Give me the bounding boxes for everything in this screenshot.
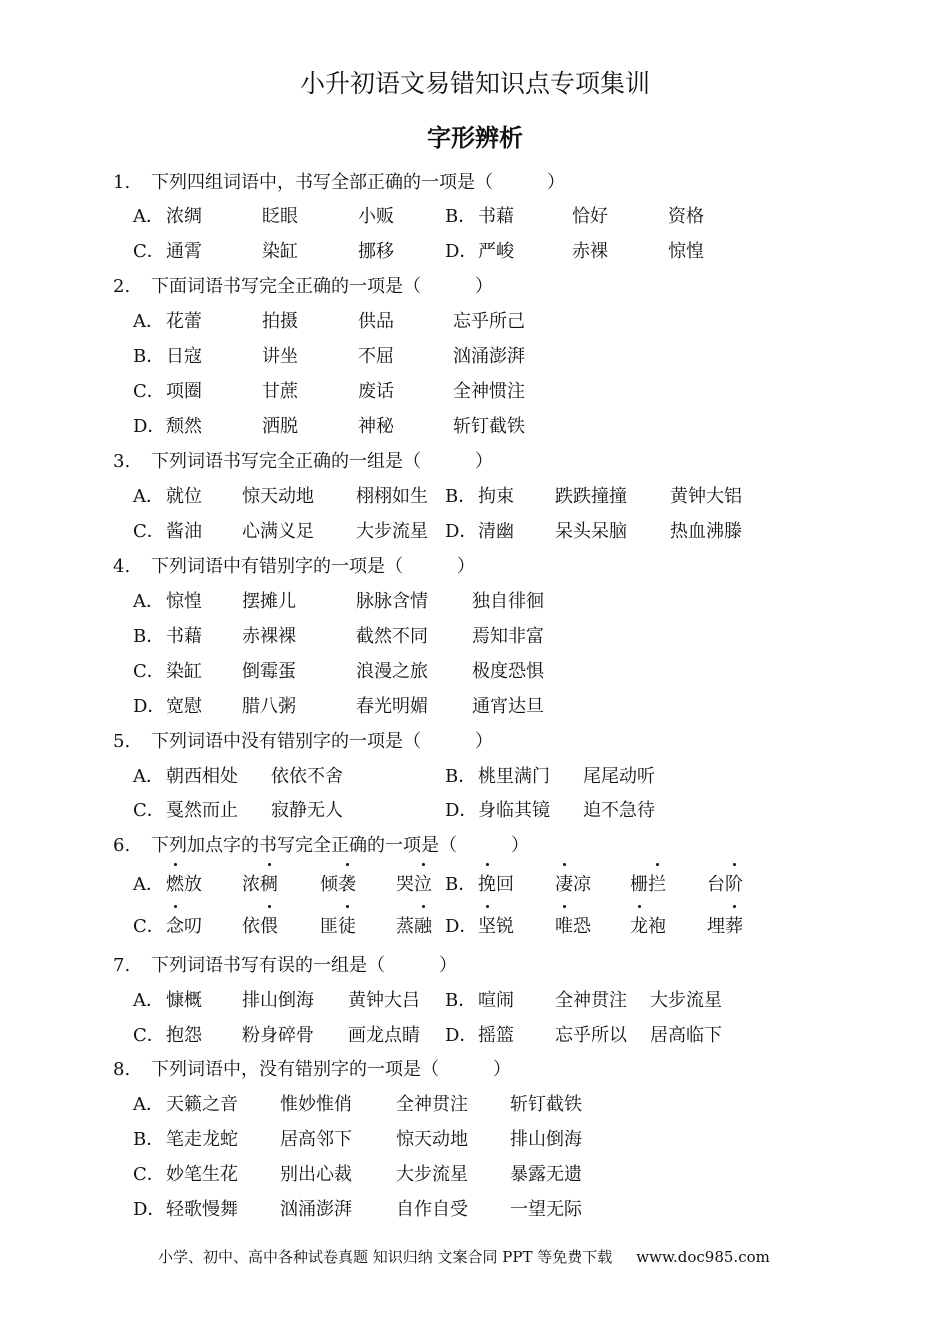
option-word: 忘乎所己 xyxy=(453,311,525,332)
option-word: 摇篮 xyxy=(478,1025,514,1046)
question-3 xyxy=(113,447,493,473)
option-word: 自作自受 xyxy=(396,1199,468,1220)
option-label: C． xyxy=(133,916,165,937)
option-word: 惊天动地 xyxy=(396,1129,468,1150)
option-word: 栅拦 xyxy=(630,870,666,896)
option-word: 依依不舍 xyxy=(271,766,343,787)
question-2 xyxy=(113,272,493,298)
question-6 xyxy=(113,831,529,857)
option-word: 身临其镜 xyxy=(478,800,550,821)
option-word: 春光明媚 xyxy=(356,696,428,717)
option-word: 摆摊儿 xyxy=(242,591,296,612)
option-label: D． xyxy=(133,696,166,717)
option-word: 匪徒 xyxy=(320,912,356,938)
option-label: B． xyxy=(133,1129,165,1150)
option-word: 截然不同 xyxy=(356,626,428,647)
option-label: C． xyxy=(133,381,165,402)
option-word: 浓绸 xyxy=(166,206,202,227)
page-subtitle: 字形辨析 xyxy=(427,124,523,152)
option-label: A． xyxy=(133,486,164,507)
question-text: 下面词语书写完全正确的一项是（ ） xyxy=(151,276,493,297)
option-word: 呆头呆脑 xyxy=(555,521,627,542)
option-label: D． xyxy=(445,1025,478,1046)
question-number: 5. xyxy=(113,731,131,752)
question-text: 下列词语中，没有错别字的一项是（ ） xyxy=(151,1059,511,1080)
option-word: 心满义足 xyxy=(242,521,314,542)
option-word: 脉脉含情 xyxy=(356,591,428,612)
option-word: 惊惶 xyxy=(668,241,704,262)
option-label: A． xyxy=(133,874,164,895)
option-word: 资格 xyxy=(668,206,704,227)
option-word: 朝西相处 xyxy=(166,766,238,787)
option-word: 汹涌澎湃 xyxy=(453,346,525,367)
option-word: 挪移 xyxy=(358,241,394,262)
option-word: 惊惶 xyxy=(166,591,202,612)
option-word: 唯恐 xyxy=(555,912,591,938)
option-word: 尾尾动听 xyxy=(583,766,655,787)
question-number: 1. xyxy=(113,172,131,193)
question-4 xyxy=(113,552,475,578)
option-word: 极度恐惧 xyxy=(472,661,544,682)
option-word: 台阶 xyxy=(707,870,743,896)
option-word: 小贩 xyxy=(358,206,394,227)
question-1 xyxy=(113,168,565,194)
option-word: 抱怨 xyxy=(166,1025,202,1046)
option-word: 居高邻下 xyxy=(280,1129,352,1150)
option-word: 慷概 xyxy=(166,990,202,1011)
option-word: 独自徘徊 xyxy=(472,591,544,612)
question-number: 7. xyxy=(113,955,131,976)
question-text: 下列四组词语中，书写全部正确的一项是（ ） xyxy=(151,172,565,193)
option-word: 通霄 xyxy=(166,241,202,262)
option-word: 大步流星 xyxy=(650,990,722,1011)
option-word: 画龙点睛 xyxy=(348,1025,420,1046)
option-word: 斩钉截铁 xyxy=(510,1094,582,1115)
option-word: 腊八粥 xyxy=(242,696,296,717)
question-5 xyxy=(113,727,493,753)
option-word: 别出心裁 xyxy=(280,1164,352,1185)
option-label: D． xyxy=(445,800,478,821)
option-word: 浪漫之旅 xyxy=(356,661,428,682)
option-word: 燃放 xyxy=(166,870,202,896)
option-word: 挽回 xyxy=(478,870,514,896)
option-word: 汹涌澎湃 xyxy=(280,1199,352,1220)
option-label: C． xyxy=(133,241,165,262)
option-word: 清幽 xyxy=(478,521,514,542)
footer xyxy=(158,1246,770,1267)
option-word: 蒸融 xyxy=(396,912,432,938)
option-label: B． xyxy=(445,486,477,507)
option-word: 黄钟大吕 xyxy=(348,990,420,1011)
option-label: B． xyxy=(133,346,165,367)
question-number: 6. xyxy=(113,835,131,856)
option-label: B． xyxy=(445,766,477,787)
question-text: 下列加点字的书写完全正确的一项是（ ） xyxy=(151,835,529,856)
option-word: 倒霉蛋 xyxy=(242,661,296,682)
question-text: 下列词语书写完全正确的一组是（ ） xyxy=(151,451,493,472)
option-word: 迫不急待 xyxy=(583,800,655,821)
option-word: 桃里满门 xyxy=(478,766,550,787)
option-word: 坚锐 xyxy=(478,912,514,938)
option-label: C． xyxy=(133,1164,165,1185)
option-word: 就位 xyxy=(166,486,202,507)
option-label: A． xyxy=(133,206,164,227)
option-word: 严峻 xyxy=(478,241,514,262)
option-label: C． xyxy=(133,521,165,542)
option-word: 轻歌慢舞 xyxy=(166,1199,238,1220)
option-word: 妙笔生花 xyxy=(166,1164,238,1185)
footer-text: 小学、初中、高中各种试卷真题 知识归纳 文案合同 PPT 等免费下载 xyxy=(158,1248,613,1266)
question-number: 2. xyxy=(113,276,131,297)
question-number: 3. xyxy=(113,451,131,472)
option-word: 栩栩如生 xyxy=(356,486,428,507)
option-word: 书藉 xyxy=(166,626,202,647)
option-word: 凄凉 xyxy=(555,870,591,896)
option-word: 不屈 xyxy=(358,346,394,367)
option-word: 赤裸裸 xyxy=(242,626,296,647)
option-word: 戛然而止 xyxy=(166,800,238,821)
option-label: A． xyxy=(133,990,164,1011)
option-word: 大步流星 xyxy=(396,1164,468,1185)
footer-url[interactable]: www.doc985.com xyxy=(636,1248,770,1266)
option-label: B． xyxy=(133,626,165,647)
option-label: D． xyxy=(445,916,478,937)
option-label: C． xyxy=(133,661,165,682)
option-word: 废话 xyxy=(358,381,394,402)
option-word: 居高临下 xyxy=(650,1025,722,1046)
option-word: 焉知非富 xyxy=(472,626,544,647)
option-word: 跌跌撞撞 xyxy=(555,486,627,507)
option-label: D． xyxy=(133,416,166,437)
option-word: 染缸 xyxy=(262,241,298,262)
option-word: 供品 xyxy=(358,311,394,332)
option-word: 书藉 xyxy=(478,206,514,227)
option-word: 惟妙惟俏 xyxy=(280,1094,352,1115)
option-word: 排山倒海 xyxy=(510,1129,582,1150)
option-word: 拍摄 xyxy=(262,311,298,332)
option-word: 热血沸滕 xyxy=(670,521,742,542)
option-label: D． xyxy=(445,241,478,262)
question-7 xyxy=(113,951,457,977)
option-word: 一望无际 xyxy=(510,1199,582,1220)
option-word: 讲坐 xyxy=(262,346,298,367)
question-8 xyxy=(113,1055,511,1081)
option-label: A． xyxy=(133,1094,164,1115)
option-word: 埋葬 xyxy=(707,912,743,938)
option-word: 斩钉截铁 xyxy=(453,416,525,437)
option-word: 龙袍 xyxy=(630,912,666,938)
option-word: 项圈 xyxy=(166,381,202,402)
option-word: 拘束 xyxy=(478,486,514,507)
option-label: A． xyxy=(133,311,164,332)
option-word: 大步流星 xyxy=(356,521,428,542)
option-word: 笔走龙蛇 xyxy=(166,1129,238,1150)
page-title: 小升初语文易错知识点专项集训 xyxy=(299,69,650,98)
option-word: 念叨 xyxy=(166,912,202,938)
question-text: 下列词语中有错别字的一项是（ ） xyxy=(151,556,475,577)
option-label: C． xyxy=(133,1025,165,1046)
option-word: 通宵达旦 xyxy=(472,696,544,717)
option-word: 寂静无人 xyxy=(271,800,343,821)
option-word: 黄钟大铝 xyxy=(670,486,742,507)
option-word: 浓稠 xyxy=(242,870,278,896)
question-number: 4. xyxy=(113,556,131,577)
option-word: 暴露无遗 xyxy=(510,1164,582,1185)
option-word: 倾袭 xyxy=(320,870,356,896)
option-label: B． xyxy=(445,874,477,895)
option-word: 天籁之音 xyxy=(166,1094,238,1115)
option-word: 花蕾 xyxy=(166,311,202,332)
option-label: A． xyxy=(133,766,164,787)
option-label: B． xyxy=(445,990,477,1011)
option-word: 忘乎所以 xyxy=(555,1025,627,1046)
question-text: 下列词语书写有误的一组是（ ） xyxy=(151,955,457,976)
option-word: 日寇 xyxy=(166,346,202,367)
option-word: 全神惯注 xyxy=(453,381,525,402)
option-word: 颓然 xyxy=(166,416,202,437)
option-word: 宽慰 xyxy=(166,696,202,717)
option-word: 染缸 xyxy=(166,661,202,682)
option-word: 甘蔗 xyxy=(262,381,298,402)
option-word: 粉身碎骨 xyxy=(242,1025,314,1046)
option-word: 全神贯注 xyxy=(396,1094,468,1115)
question-text: 下列词语中没有错别字的一项是（ ） xyxy=(151,731,493,752)
option-word: 恰好 xyxy=(572,206,608,227)
option-label: A． xyxy=(133,591,164,612)
option-word: 洒脱 xyxy=(262,416,298,437)
option-word: 赤裸 xyxy=(572,241,608,262)
option-label: B． xyxy=(445,206,477,227)
question-number: 8. xyxy=(113,1059,131,1080)
option-word: 惊天动地 xyxy=(242,486,314,507)
option-label: D． xyxy=(133,1199,166,1220)
option-word: 排山倒海 xyxy=(242,990,314,1011)
option-word: 酱油 xyxy=(166,521,202,542)
option-word: 眨眼 xyxy=(262,206,298,227)
option-label: C． xyxy=(133,800,165,821)
option-label: D． xyxy=(445,521,478,542)
option-word: 哭泣 xyxy=(396,870,432,896)
option-word: 喧闹 xyxy=(478,990,514,1011)
option-word: 依偎 xyxy=(242,912,278,938)
option-word: 神秘 xyxy=(358,416,394,437)
option-word: 全神贯注 xyxy=(555,990,627,1011)
